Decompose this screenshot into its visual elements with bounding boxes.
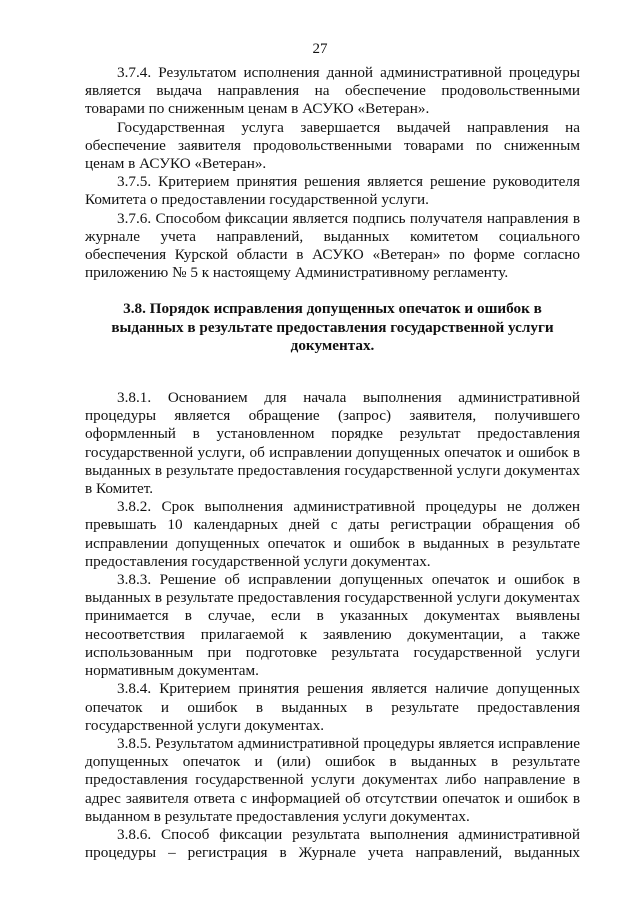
paragraph-3-8-4: 3.8.4. Критерием принятия решения является наличие допущенных опечаток и ошибок в выданных в результате предоставления государственной услуги документах. [85, 680, 580, 734]
paragraph-3-8-1: 3.8.1. Основанием для начала выполнения административной процедуры является обращение (запрос) заявителя, получившего оформленный в установленном порядке результат предоставления государственной услуги, об исправлении допущенных опечаток и ошибок в выданных в результате предоставления государственной услуги документах в Комитет. [85, 389, 580, 498]
paragraph-3-8-2: 3.8.2. Срок выполнения административной процедуры не должен превышать 10 календарных дней с даты регистрации обращения об исправлении допущенных опечаток и ошибок в выданных в результате предоставления государственной услуги документах. [85, 498, 580, 570]
document-body [85, 64, 580, 862]
paragraph-3-7-6: 3.7.6. Способом фиксации является подпись получателя направления в журнале учета направлений, выданных комитетом социального обеспечения Курской области в АСУКО «Ветеран» по форме согласно приложению № 5 к настоящему Административному регламенту. [85, 209, 580, 282]
page-number: 27 [312, 41, 328, 57]
paragraph-3-7-4: 3.7.4. Результатом исполнения данной административной процедуры является выдача направления на обеспечение продовольственными товарами по сниженным ценам в АСУКО «Ветеран». [85, 64, 580, 118]
paragraph-3-8-5: 3.8.5. Результатом административной процедуры является исправление допущенных опечаток и (или) ошибок в выданных в результате предоставления государственной услуги документах либо направление в адрес заявителя ответа с информацией об отсутствии опечаток и ошибок в выданном в результате предоставления услуги документах. [85, 734, 580, 825]
spacer [85, 355, 580, 389]
paragraph-3-7-5: 3.7.5. Критерием принятия решения является решение руководителя Комитета о предоставлении государственной услуги. [85, 173, 580, 209]
paragraph-3-8-6: 3.8.6. Способ фиксации результата выполнения административной процедуры – регистрация в Журнале учета направлений, выданных [85, 825, 580, 862]
paragraph-service-completion: Государственная услуга завершается выдачей направления на обеспечение заявителя продовольственными товарами по сниженным ценам в АСУКО «Ветеран». [85, 118, 580, 173]
paragraph-3-8-3: 3.8.3. Решение об исправлении допущенных опечаток и ошибок в выданных в результате предоставления государственной услуги документах принимается в случае, если в указанных документах выявлены несоответствия прилагаемой к заявлению документации, а также использованным при подготовке результата государственной услуги нормативным документам. [85, 571, 580, 680]
section-heading-3-8: 3.8. Порядок исправления допущенных опечаток и ошибок в выданных в результате предоставления государственной услуги документах. [111, 300, 554, 354]
